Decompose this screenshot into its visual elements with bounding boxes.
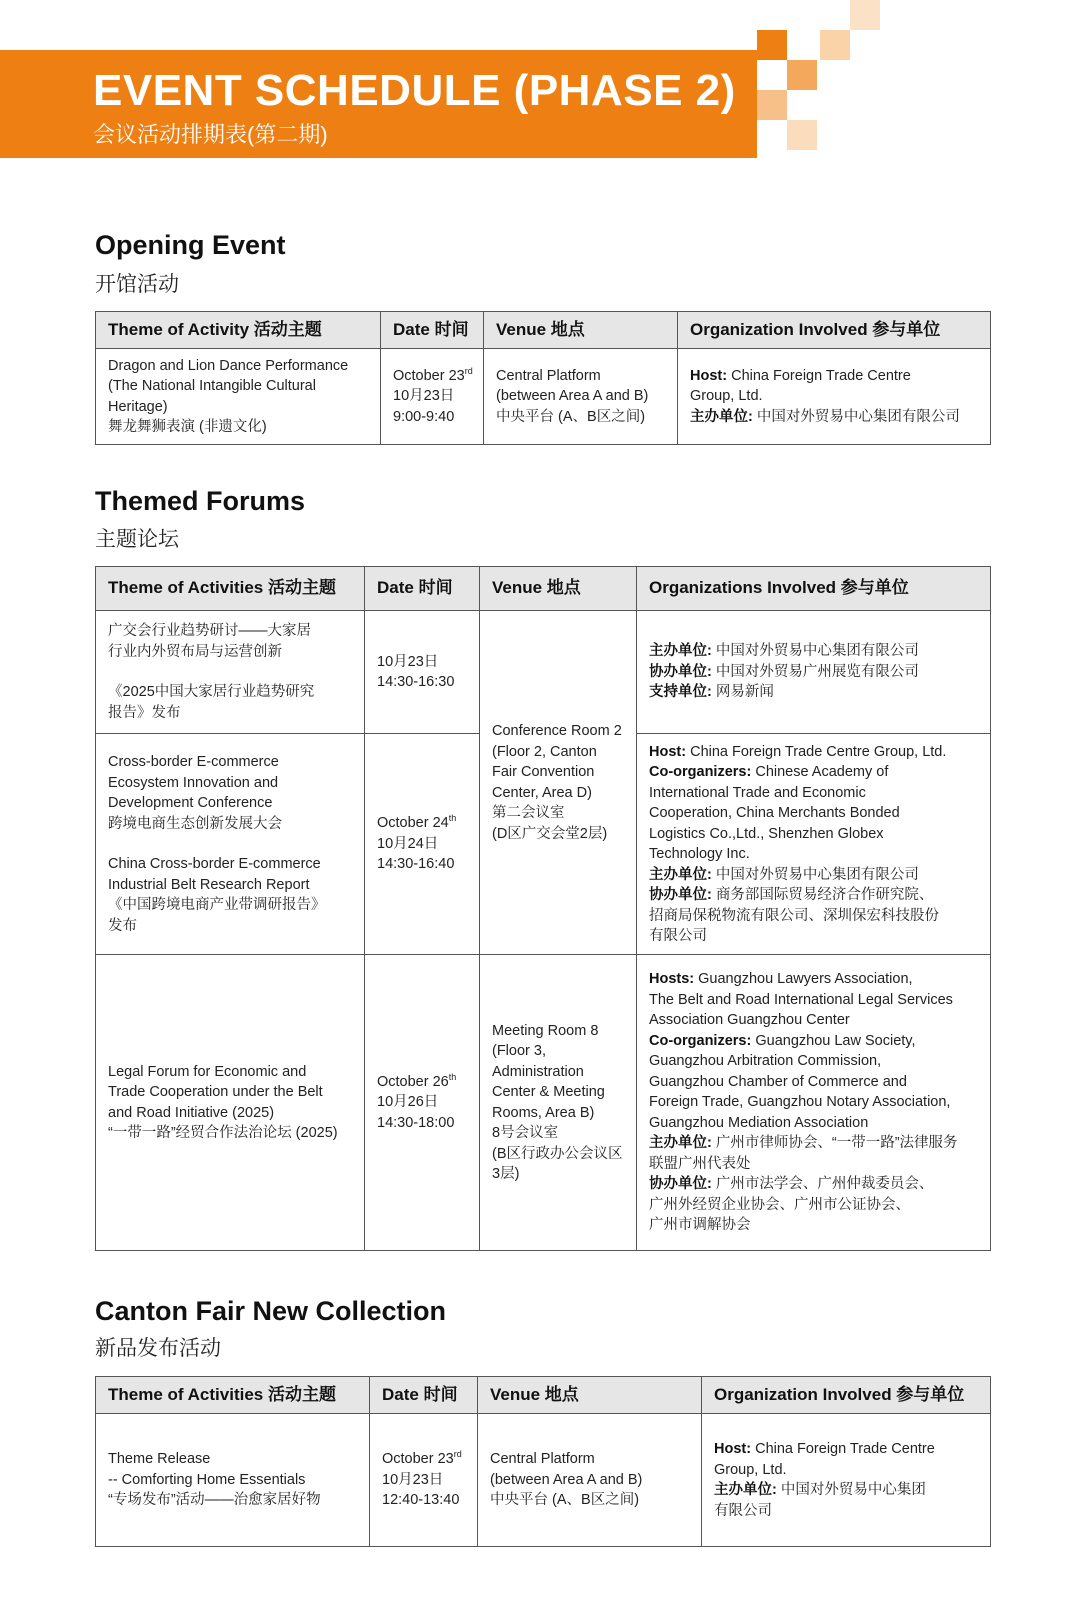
column-header: Date 时间: [370, 1377, 478, 1414]
date-cell: 10月23日 14:30-16:30: [365, 611, 480, 734]
venue-cell: Central Platform (between Area A and B) 中央平台 (A、B区之间): [478, 1414, 702, 1547]
column-header: Date 时间: [381, 312, 484, 349]
section-title-collection: Canton Fair New Collection: [95, 1296, 447, 1326]
table-row: [96, 611, 991, 734]
section-subtitle-forums: 主题论坛: [95, 528, 179, 551]
organization-cell: Host: China Foreign Trade Centre Group, Ltd. 主办单位: 中国对外贸易中心集团有限公司: [678, 349, 991, 445]
page-subtitle: 会议活动排期表(第二期): [93, 122, 328, 147]
venue-cell: Meeting Room 8 (Floor 3, Administration Center & Meeting Rooms, Area B) 8号会议室 (B区行政办公会议区 3层): [480, 955, 637, 1251]
column-header: Date 时间: [365, 567, 480, 611]
column-header: Theme of Activities 活动主题: [96, 1377, 370, 1414]
table-header-row: [96, 567, 991, 611]
decor-square: [757, 90, 787, 120]
date-cell: October 24th 10月24日 14:30-16:40: [365, 734, 480, 955]
forums-table: [95, 566, 991, 1251]
section-title-opening: Opening Event: [95, 230, 286, 260]
table-header-row: [96, 312, 991, 349]
collection-table: [95, 1376, 991, 1547]
section-subtitle-collection: 新品发布活动: [95, 1337, 221, 1360]
organization-cell: Host: China Foreign Trade Centre Group, Ltd. 主办单位: 中国对外贸易中心集团 有限公司: [702, 1414, 991, 1547]
decor-square: [820, 30, 850, 60]
column-header: Theme of Activities 活动主题: [96, 567, 365, 611]
column-header: Organization Involved 参与单位: [678, 312, 991, 349]
table-row: [96, 1414, 991, 1547]
column-header: Organization Involved 参与单位: [702, 1377, 991, 1414]
column-header: Organizations Involved 参与单位: [637, 567, 991, 611]
section-subtitle-opening: 开馆活动: [95, 273, 179, 296]
column-header: Venue 地点: [478, 1377, 702, 1414]
theme-cell: Legal Forum for Economic and Trade Cooperation under the Belt and Road Initiative (2025) “一带一路”经贸合作法治论坛 (2025): [96, 955, 365, 1251]
theme-cell: Theme Release -- Comforting Home Essentials “专场发布”活动——治愈家居好物: [96, 1414, 370, 1547]
organization-cell: Host: China Foreign Trade Centre Group, Ltd. Co-organizers: Chinese Academy of International Trade and Economic Cooperation, China Merchants Bonded Logistics Co.,Ltd., Shenzhen Globex Technology Inc. 主办单位: 中国对外贸易中心集团有限公司 协办单位: 商务部国际贸易经济合作研究院、 招商局保税物流有限公司、深圳保宏科技股份 有限公司: [637, 734, 991, 955]
organization-cell: 主办单位: 中国对外贸易中心集团有限公司 协办单位: 中国对外贸易广州展览有限公司 支持单位: 网易新闻: [637, 611, 991, 734]
opening-table: [95, 311, 991, 445]
decor-square: [757, 30, 787, 60]
date-cell: October 23rd 10月23日 12:40-13:40: [370, 1414, 478, 1547]
theme-cell: Cross-border E-commerce Ecosystem Innovation and Development Conference 跨境电商生态创新发展大会 China Cross-border E-commerce Industrial Belt Research Report 《中国跨境电商产业带调研报告》 发布: [96, 734, 365, 955]
decor-square: [787, 60, 817, 90]
table-row: [96, 955, 991, 1251]
column-header: Theme of Activity 活动主题: [96, 312, 381, 349]
table-row: [96, 349, 991, 445]
column-header: Venue 地点: [480, 567, 637, 611]
venue-cell: Conference Room 2 (Floor 2, Canton Fair Convention Center, Area D) 第二会议室 (D区广交会堂2层): [480, 611, 637, 955]
decor-square: [787, 120, 817, 150]
column-header: Venue 地点: [484, 312, 678, 349]
table-header-row: [96, 1377, 991, 1414]
date-cell: October 23rd 10月23日 9:00-9:40: [381, 349, 484, 445]
venue-cell: Central Platform (between Area A and B) 中央平台 (A、B区之间): [484, 349, 678, 445]
theme-cell: Dragon and Lion Dance Performance (The National Intangible Cultural Heritage) 舞龙舞狮表演 (非遗文化): [96, 349, 381, 445]
section-title-forums: Themed Forums: [95, 486, 306, 516]
theme-cell: 广交会行业趋势研讨——大家居 行业内外贸布局与运营创新 《2025中国大家居行业趋势研究 报告》发布: [96, 611, 365, 734]
date-cell: October 26th 10月26日 14:30-18:00: [365, 955, 480, 1251]
organization-cell: Hosts: Guangzhou Lawyers Association, The Belt and Road International Legal Services Association Guangzhou Center Co-organizers: Guangzhou Law Society, Guangzhou Arbitration Commission, Guangzhou Chamber of Commerce and Foreign Trade, Guangzhou Notary Association, Guangzhou Mediation Association 主办单位: 广州市律师协会、“一带一路”法律服务 联盟广州代表处 协办单位: 广州市法学会、广州仲裁委员会、 广州外经贸企业协会、广州市公证协会、 广州市调解协会: [637, 955, 991, 1251]
page-title: EVENT SCHEDULE (PHASE 2): [93, 66, 736, 115]
decor-square: [850, 0, 880, 30]
